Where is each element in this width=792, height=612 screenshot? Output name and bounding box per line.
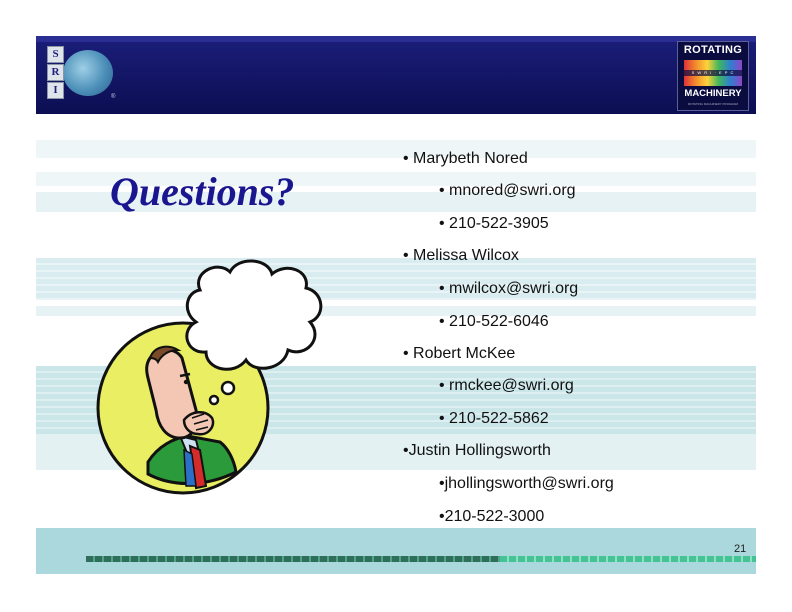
thinking-man-illustration — [88, 250, 338, 500]
contact-email: • mnored@swri.org — [439, 182, 576, 199]
contact-name: •Justin Hollingsworth — [403, 442, 551, 459]
footer-bar-accent — [500, 556, 756, 562]
swri-logo — [45, 44, 117, 100]
contact-phone: • 210-522-6046 — [439, 313, 549, 330]
slide-title: Questions? — [110, 169, 295, 214]
rotating-machinery-logo — [677, 41, 749, 111]
contact-name: • Robert McKee — [403, 345, 516, 362]
contact-phone: •210-522-3000 — [439, 508, 545, 525]
registered-mark: ® — [111, 94, 116, 100]
contact-name: • Marybeth Nored — [403, 150, 528, 167]
rm-logo-bottom: MACHINERY — [684, 88, 742, 99]
page-number: 21 — [734, 543, 747, 555]
header-band — [36, 36, 756, 114]
swri-letter-i: I — [47, 82, 64, 99]
swri-letter-s: S — [47, 46, 64, 63]
contact-phone: • 210-522-5862 — [439, 410, 549, 427]
rm-logo-sub: ROTATING MACHINERY PROGRAM — [687, 102, 739, 106]
globe-icon — [63, 50, 113, 96]
contact-email: • rmckee@swri.org — [439, 377, 574, 394]
rm-logo-mid: S W R I · E P C — [691, 70, 735, 75]
rm-logo-top: ROTATING — [683, 44, 743, 56]
contact-email: • mwilcox@swri.org — [439, 280, 579, 297]
header-highlight — [36, 36, 756, 42]
eye — [184, 380, 188, 384]
contact-phone: • 210-522-3905 — [439, 215, 549, 232]
swri-letter-r: R — [47, 64, 64, 81]
contact-email: •jhollingsworth@swri.org — [439, 475, 614, 492]
contact-name: • Melissa Wilcox — [403, 247, 519, 264]
